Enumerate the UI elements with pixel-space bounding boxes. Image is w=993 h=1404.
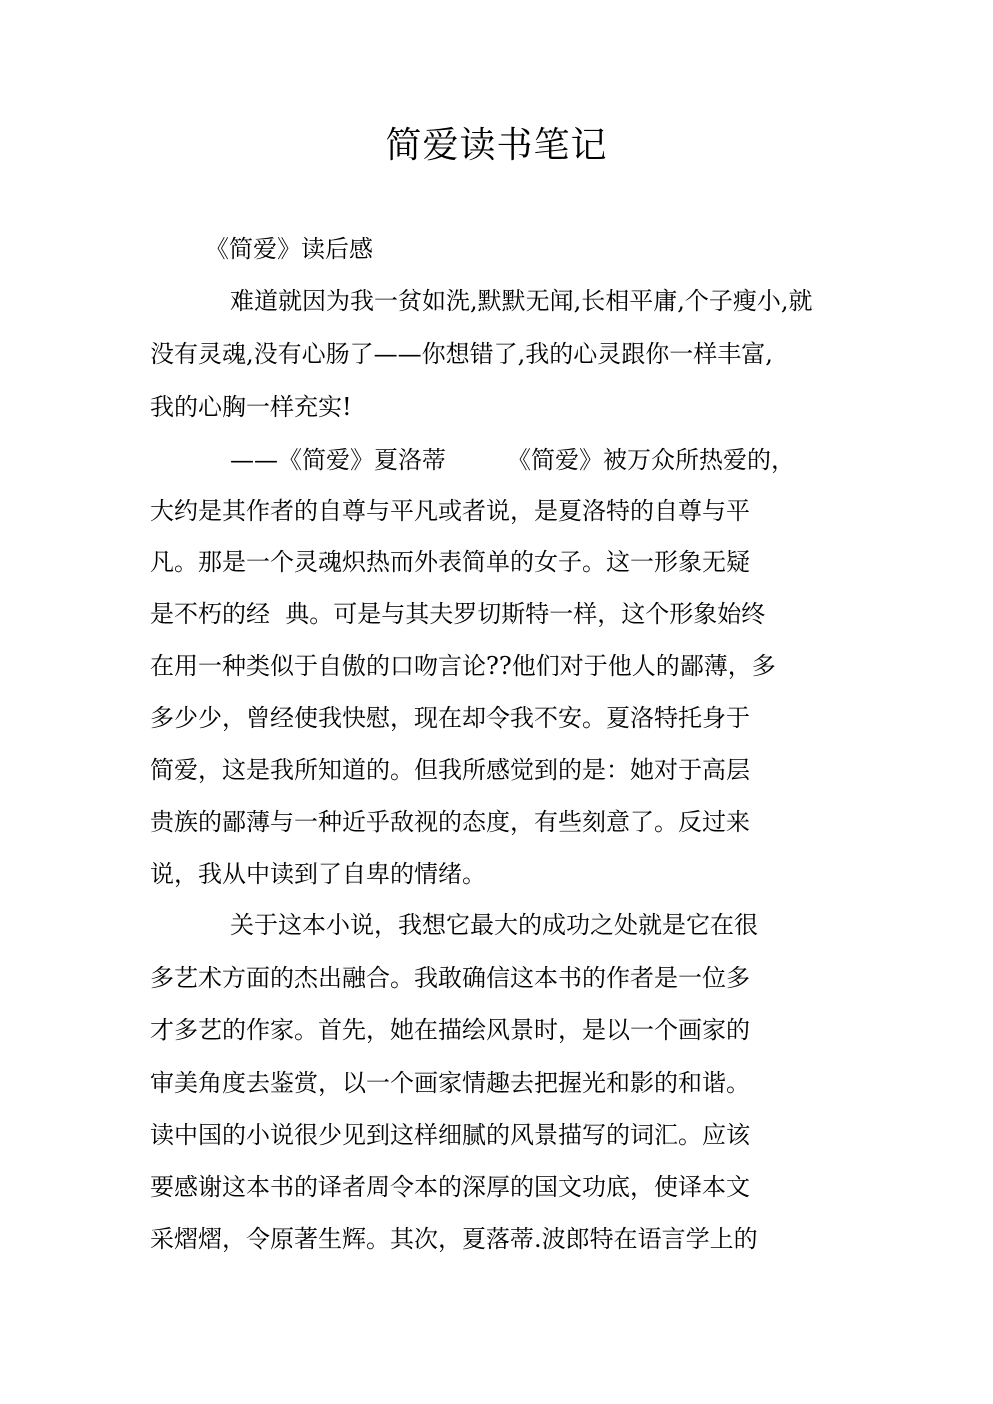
text-line: 审美角度去鉴赏，以一个画家情趣去把握光和影的和谐。 (150, 1069, 750, 1097)
text-line: 我的心胸一样充实! (150, 393, 352, 421)
text-line: 大约是其作者的自尊与平凡或者说，是夏洛特的自尊与平 (150, 497, 750, 525)
text-line: 说，我从中读到了自卑的情绪。 (150, 860, 486, 888)
text-line: 才多艺的作家。首先，她在描绘风景时，是以一个画家的 (150, 1016, 750, 1044)
text-line: 在用一种类似于自傲的口吻言论??他们对于他人的鄙薄，多 (150, 652, 776, 680)
text-line: 要感谢这本书的译者周令本的深厚的国文功底，使译本文 (150, 1173, 750, 1201)
text-line: 简爱，这是我所知道的。但我所感觉到的是：她对于高层 (150, 756, 750, 784)
text-line: 多少少，曾经使我快慰，现在却令我不安。夏洛特托身于 (150, 704, 750, 732)
text-line: 难道就因为我一贫如洗,默默无闻,长相平庸,个子瘦小,就 (230, 287, 813, 315)
text-line: 多艺术方面的杰出融合。我敢确信这本书的作者是一位多 (150, 964, 750, 992)
text-line: ——《简爱》夏洛蒂 《简爱》被万众所热爱的， (230, 446, 796, 474)
text-line: 贵族的鄙薄与一种近乎敌视的态度，有些刻意了。反过来 (150, 808, 750, 836)
text-line: 采熠熠，令原著生辉。其次，夏落蒂.波郎特在语言学上的 (150, 1225, 758, 1253)
text-line: 是不朽的经 典。可是与其夫罗切斯特一样，这个形象始终 (150, 600, 766, 628)
subtitle: 《简爱》读后感 (205, 235, 373, 263)
text-line: 读中国的小说很少见到这样细腻的风景描写的词汇。应该 (150, 1121, 750, 1149)
text-line: 没有灵魂,没有心肠了——你想错了,我的心灵跟你一样丰富, (150, 340, 773, 368)
document-title: 简爱读书笔记 (385, 125, 608, 166)
text-line: 凡。那是一个灵魂炽热而外表简单的女子。这一形象无疑 (150, 548, 750, 576)
text-line: 关于这本小说，我想它最大的成功之处就是它在很 (230, 911, 758, 939)
